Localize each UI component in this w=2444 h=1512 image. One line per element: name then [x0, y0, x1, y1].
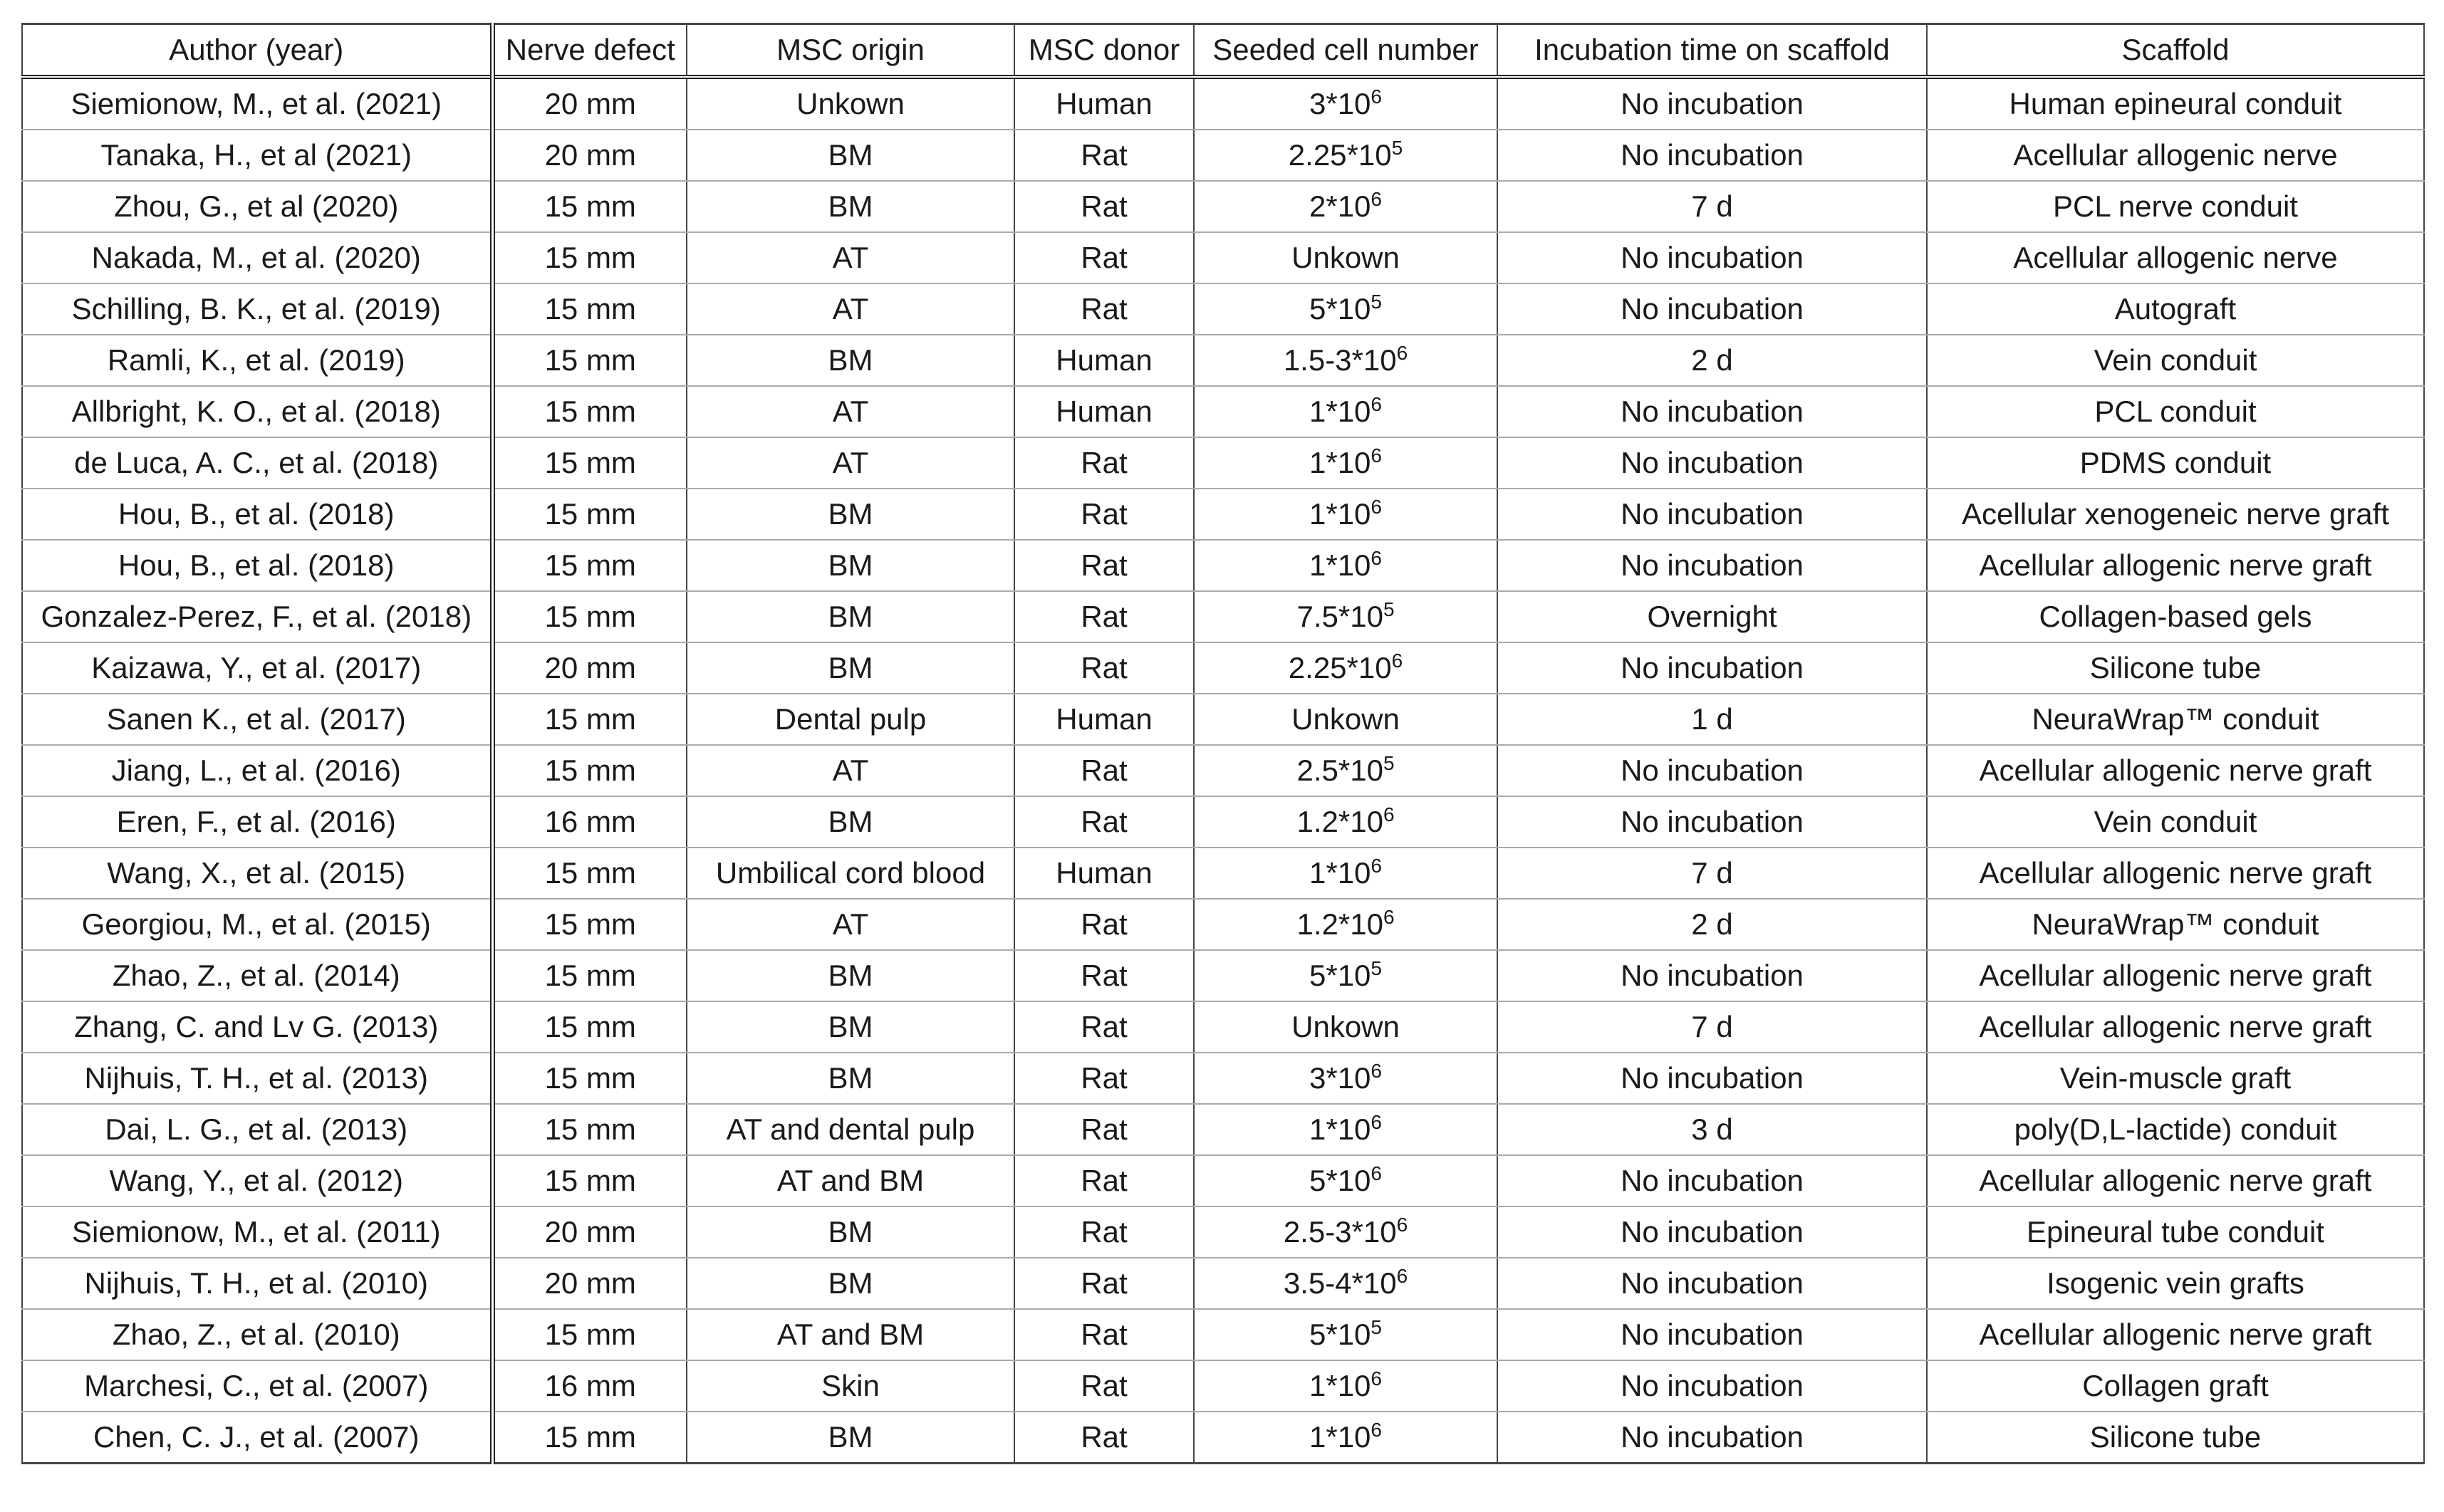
author-cell: Nakada, M., et al. (2020) [22, 232, 492, 283]
table-body [22, 77, 2424, 1464]
msc-origin-cell: AT [687, 232, 1014, 283]
scaffold-cell: Acellular allogenic nerve graft [1927, 1309, 2424, 1360]
nerve-defect-cell: 15 mm [492, 848, 687, 899]
cell-count-base: 1.2*10 [1296, 907, 1383, 941]
cell-count-base: 5*10 [1309, 1164, 1371, 1197]
msc-origin-cell: AT [687, 386, 1014, 437]
author-cell: Jiang, L., et al. (2016) [22, 745, 492, 796]
scaffold-cell: Acellular allogenic nerve graft [1927, 540, 2424, 591]
nerve-defect-cell: 15 mm [492, 591, 687, 642]
header-scaffold: Scaffold [1927, 24, 2424, 78]
cell-count-base: 5*10 [1309, 1318, 1371, 1351]
msc-origin-cell: Unkown [687, 77, 1014, 130]
cell-count-base: 5*10 [1309, 292, 1371, 325]
cell-count-exponent: 6 [1391, 650, 1403, 672]
header-seeded-cell-number: Seeded cell number [1194, 24, 1497, 78]
incubation-time-cell: 7 d [1497, 848, 1927, 899]
msc-donor-cell: Rat [1014, 1053, 1194, 1104]
nerve-defect-cell: 20 mm [492, 642, 687, 694]
cell-count-base: Unkown [1291, 702, 1400, 736]
author-cell: Wang, X., et al. (2015) [22, 848, 492, 899]
nerve-defect-cell: 20 mm [492, 1206, 687, 1258]
table-row [22, 1155, 2424, 1206]
msc-donor-cell: Rat [1014, 1412, 1194, 1464]
msc-origin-cell: BM [687, 642, 1014, 694]
cell-count-base: 5*10 [1309, 959, 1371, 992]
table-row [22, 591, 2424, 642]
header-row [22, 24, 2424, 78]
cell-count-exponent: 6 [1371, 855, 1382, 877]
incubation-time-cell: No incubation [1497, 745, 1927, 796]
author-cell: Zhao, Z., et al. (2010) [22, 1309, 492, 1360]
msc-origin-cell: BM [687, 1053, 1014, 1104]
seeded-cell-number-cell [1194, 848, 1497, 899]
msc-origin-cell: Skin [687, 1360, 1014, 1412]
table-row [22, 1412, 2424, 1464]
table-header [22, 24, 2424, 78]
author-cell: Hou, B., et al. (2018) [22, 489, 492, 540]
msc-donor-cell: Human [1014, 694, 1194, 745]
msc-origin-cell: Umbilical cord blood [687, 848, 1014, 899]
msc-donor-cell: Rat [1014, 437, 1194, 489]
nerve-defect-cell: 15 mm [492, 489, 687, 540]
msc-donor-cell: Rat [1014, 796, 1194, 848]
cell-count-exponent: 6 [1371, 1060, 1382, 1082]
scaffold-cell: Autograft [1927, 283, 2424, 335]
msc-donor-cell: Rat [1014, 283, 1194, 335]
seeded-cell-number-cell [1194, 591, 1497, 642]
seeded-cell-number-cell [1194, 642, 1497, 694]
cell-count-exponent: 6 [1371, 85, 1382, 108]
table-row [22, 232, 2424, 283]
msc-origin-cell: AT [687, 745, 1014, 796]
nerve-defect-cell: 15 mm [492, 1412, 687, 1464]
msc-origin-cell: Dental pulp [687, 694, 1014, 745]
cell-count-exponent: 5 [1371, 291, 1382, 313]
msc-origin-cell: AT and BM [687, 1309, 1014, 1360]
seeded-cell-number-cell [1194, 181, 1497, 232]
cell-count-exponent: 6 [1396, 1265, 1408, 1287]
table-row [22, 540, 2424, 591]
scaffold-cell: Silicone tube [1927, 1412, 2424, 1464]
msc-origin-cell: BM [687, 335, 1014, 386]
scaffold-cell: Vein-muscle graft [1927, 1053, 2424, 1104]
incubation-time-cell: 1 d [1497, 694, 1927, 745]
nerve-defect-cell: 16 mm [492, 796, 687, 848]
scaffold-cell: Acellular allogenic nerve graft [1927, 745, 2424, 796]
seeded-cell-number-cell [1194, 283, 1497, 335]
msc-donor-cell: Rat [1014, 745, 1194, 796]
cell-count-base: 3.5-4*10 [1283, 1266, 1397, 1300]
msc-origin-cell: BM [687, 1412, 1014, 1464]
cell-count-base: 1*10 [1309, 1112, 1371, 1146]
author-cell: Zhou, G., et al (2020) [22, 181, 492, 232]
scaffold-cell: Acellular allogenic nerve graft [1927, 848, 2424, 899]
author-cell: Zhao, Z., et al. (2014) [22, 950, 492, 1001]
scaffold-cell: Collagen-based gels [1927, 591, 2424, 642]
msc-donor-cell: Rat [1014, 1155, 1194, 1206]
incubation-time-cell: No incubation [1497, 386, 1927, 437]
scaffold-cell: Acellular allogenic nerve graft [1927, 950, 2424, 1001]
scaffold-cell: NeuraWrap™ conduit [1927, 899, 2424, 950]
nerve-defect-cell: 15 mm [492, 335, 687, 386]
scaffold-cell: Silicone tube [1927, 642, 2424, 694]
scaffold-cell: Vein conduit [1927, 335, 2424, 386]
incubation-time-cell: 3 d [1497, 1104, 1927, 1155]
msc-donor-cell: Rat [1014, 591, 1194, 642]
incubation-time-cell: No incubation [1497, 1412, 1927, 1464]
incubation-time-cell: No incubation [1497, 1155, 1927, 1206]
seeded-cell-number-cell [1194, 1104, 1497, 1155]
cell-count-base: 7.5*10 [1296, 600, 1383, 633]
msc-donor-cell: Rat [1014, 899, 1194, 950]
cell-count-exponent: 6 [1371, 547, 1382, 569]
header-msc-origin: MSC origin [687, 24, 1014, 78]
author-cell: Marchesi, C., et al. (2007) [22, 1360, 492, 1412]
incubation-time-cell: Overnight [1497, 591, 1927, 642]
msc-donor-cell: Rat [1014, 1258, 1194, 1309]
cell-count-base: 2.25*10 [1288, 651, 1392, 684]
seeded-cell-number-cell [1194, 540, 1497, 591]
table-row [22, 694, 2424, 745]
msc-donor-cell: Rat [1014, 1104, 1194, 1155]
author-cell: Hou, B., et al. (2018) [22, 540, 492, 591]
seeded-cell-number-cell [1194, 796, 1497, 848]
incubation-time-cell: 2 d [1497, 899, 1927, 950]
table-row [22, 181, 2424, 232]
nerve-defect-cell: 15 mm [492, 540, 687, 591]
incubation-time-cell: No incubation [1497, 489, 1927, 540]
msc-origin-cell: AT and BM [687, 1155, 1014, 1206]
author-cell: Sanen K., et al. (2017) [22, 694, 492, 745]
incubation-time-cell: No incubation [1497, 1206, 1927, 1258]
table-row [22, 1053, 2424, 1104]
nerve-defect-cell: 15 mm [492, 181, 687, 232]
author-cell: Dai, L. G., et al. (2013) [22, 1104, 492, 1155]
scaffold-cell: Vein conduit [1927, 796, 2424, 848]
seeded-cell-number-cell [1194, 1360, 1497, 1412]
table-row [22, 1206, 2424, 1258]
nerve-defect-cell: 15 mm [492, 232, 687, 283]
seeded-cell-number-cell [1194, 950, 1497, 1001]
incubation-time-cell: No incubation [1497, 1360, 1927, 1412]
cell-count-exponent: 6 [1383, 803, 1395, 825]
seeded-cell-number-cell [1194, 1309, 1497, 1360]
msc-origin-cell: AT [687, 437, 1014, 489]
msc-donor-cell: Rat [1014, 489, 1194, 540]
msc-origin-cell: BM [687, 130, 1014, 181]
scaffold-cell: NeuraWrap™ conduit [1927, 694, 2424, 745]
cell-count-base: 2.5-3*10 [1283, 1215, 1397, 1248]
msc-donor-cell: Rat [1014, 1206, 1194, 1258]
scaffold-cell: Human epineural conduit [1927, 77, 2424, 130]
nerve-defect-cell: 15 mm [492, 899, 687, 950]
cell-count-exponent: 5 [1391, 137, 1403, 159]
cell-count-exponent: 6 [1371, 496, 1382, 518]
msc-donor-cell: Human [1014, 335, 1194, 386]
seeded-cell-number-cell [1194, 694, 1497, 745]
nerve-defect-cell: 15 mm [492, 1155, 687, 1206]
nerve-defect-cell: 15 mm [492, 745, 687, 796]
nerve-defect-cell: 15 mm [492, 283, 687, 335]
msc-donor-cell: Rat [1014, 181, 1194, 232]
scaffold-cell: PDMS conduit [1927, 437, 2424, 489]
incubation-time-cell: No incubation [1497, 950, 1927, 1001]
cell-count-base: 2.5*10 [1296, 754, 1383, 787]
nerve-defect-cell: 15 mm [492, 1104, 687, 1155]
msc-donor-cell: Human [1014, 77, 1194, 130]
author-cell: de Luca, A. C., et al. (2018) [22, 437, 492, 489]
table-row [22, 1360, 2424, 1412]
author-cell: Georgiou, M., et al. (2015) [22, 899, 492, 950]
cell-count-exponent: 5 [1383, 752, 1395, 774]
cell-count-base: 1*10 [1309, 1369, 1371, 1402]
incubation-time-cell: No incubation [1497, 77, 1927, 130]
seeded-cell-number-cell [1194, 437, 1497, 489]
scaffold-cell: Epineural tube conduit [1927, 1206, 2424, 1258]
nerve-defect-cell: 20 mm [492, 1258, 687, 1309]
incubation-time-cell: No incubation [1497, 283, 1927, 335]
msc-donor-cell: Rat [1014, 232, 1194, 283]
seeded-cell-number-cell [1194, 1155, 1497, 1206]
msc-donor-cell: Rat [1014, 950, 1194, 1001]
table-row [22, 283, 2424, 335]
incubation-time-cell: No incubation [1497, 1258, 1927, 1309]
cell-count-exponent: 6 [1371, 393, 1382, 415]
msc-origin-cell: BM [687, 1206, 1014, 1258]
seeded-cell-number-cell [1194, 1412, 1497, 1464]
table-row [22, 796, 2424, 848]
nerve-defect-cell: 15 mm [492, 437, 687, 489]
table-row [22, 899, 2424, 950]
seeded-cell-number-cell [1194, 1001, 1497, 1053]
msc-origin-cell: BM [687, 181, 1014, 232]
incubation-time-cell: No incubation [1497, 130, 1927, 181]
cell-count-base: 2*10 [1309, 189, 1371, 223]
nerve-defect-cell: 15 mm [492, 694, 687, 745]
seeded-cell-number-cell [1194, 1206, 1497, 1258]
author-cell: Nijhuis, T. H., et al. (2010) [22, 1258, 492, 1309]
cell-count-exponent: 6 [1371, 444, 1382, 466]
cell-count-base: 1*10 [1309, 1420, 1371, 1454]
cell-count-exponent: 5 [1371, 957, 1382, 979]
incubation-time-cell: 7 d [1497, 1001, 1927, 1053]
msc-donor-cell: Human [1014, 386, 1194, 437]
scaffold-cell: Acellular allogenic nerve graft [1927, 1155, 2424, 1206]
cell-count-exponent: 6 [1371, 1162, 1382, 1184]
table-row [22, 745, 2424, 796]
nerve-defect-cell: 15 mm [492, 1001, 687, 1053]
scaffold-cell: Acellular allogenic nerve graft [1927, 1001, 2424, 1053]
nerve-defect-cell: 15 mm [492, 386, 687, 437]
author-cell: Wang, Y., et al. (2012) [22, 1155, 492, 1206]
msc-donor-cell: Rat [1014, 1309, 1194, 1360]
incubation-time-cell: 2 d [1497, 335, 1927, 386]
cell-count-exponent: 5 [1383, 598, 1395, 620]
cell-count-base: 1*10 [1309, 497, 1371, 531]
cell-count-base: 1*10 [1309, 548, 1371, 582]
table-row [22, 848, 2424, 899]
table-row [22, 1104, 2424, 1155]
table-row [22, 1309, 2424, 1360]
table-row [22, 1001, 2424, 1053]
incubation-time-cell: No incubation [1497, 1053, 1927, 1104]
author-cell: Siemionow, M., et al. (2021) [22, 77, 492, 130]
cell-count-exponent: 6 [1371, 1419, 1382, 1441]
seeded-cell-number-cell [1194, 899, 1497, 950]
table-row [22, 950, 2424, 1001]
incubation-time-cell: 7 d [1497, 181, 1927, 232]
seeded-cell-number-cell [1194, 489, 1497, 540]
nerve-defect-cell: 15 mm [492, 1053, 687, 1104]
header-nerve-defect: Nerve defect [492, 24, 687, 78]
msc-donor-cell: Rat [1014, 130, 1194, 181]
table-row [22, 77, 2424, 130]
seeded-cell-number-cell [1194, 232, 1497, 283]
scaffold-cell: Acellular allogenic nerve [1927, 130, 2424, 181]
msc-origin-cell: BM [687, 591, 1014, 642]
incubation-time-cell: No incubation [1497, 232, 1927, 283]
author-cell: Chen, C. J., et al. (2007) [22, 1412, 492, 1464]
msc-origin-cell: AT [687, 283, 1014, 335]
scaffold-cell: Acellular xenogeneic nerve graft [1927, 489, 2424, 540]
incubation-time-cell: No incubation [1497, 642, 1927, 694]
incubation-time-cell: No incubation [1497, 437, 1927, 489]
cell-count-base: 1*10 [1309, 395, 1371, 428]
msc-origin-cell: AT and dental pulp [687, 1104, 1014, 1155]
author-cell: Schilling, B. K., et al. (2019) [22, 283, 492, 335]
seeded-cell-number-cell [1194, 1258, 1497, 1309]
cell-count-base: 1*10 [1309, 446, 1371, 479]
msc-origin-cell: BM [687, 796, 1014, 848]
cell-count-exponent: 6 [1371, 1111, 1382, 1133]
table-row [22, 335, 2424, 386]
cell-count-exponent: 6 [1396, 342, 1408, 364]
table-row [22, 642, 2424, 694]
cell-count-exponent: 6 [1371, 188, 1382, 210]
author-cell: Ramli, K., et al. (2019) [22, 335, 492, 386]
msc-donor-cell: Rat [1014, 1360, 1194, 1412]
author-cell: Zhang, C. and Lv G. (2013) [22, 1001, 492, 1053]
scaffold-cell: Isogenic vein grafts [1927, 1258, 2424, 1309]
author-cell: Nijhuis, T. H., et al. (2013) [22, 1053, 492, 1104]
msc-studies-table [21, 23, 2425, 1464]
scaffold-cell: Collagen graft [1927, 1360, 2424, 1412]
header-author: Author (year) [22, 24, 492, 78]
msc-origin-cell: BM [687, 1258, 1014, 1309]
msc-donor-cell: Rat [1014, 540, 1194, 591]
cell-count-base: 3*10 [1309, 87, 1371, 120]
cell-count-exponent: 6 [1396, 1214, 1408, 1236]
scaffold-cell: PCL conduit [1927, 386, 2424, 437]
nerve-defect-cell: 15 mm [492, 1309, 687, 1360]
msc-donor-cell: Rat [1014, 642, 1194, 694]
seeded-cell-number-cell [1194, 1053, 1497, 1104]
msc-origin-cell: BM [687, 1001, 1014, 1053]
seeded-cell-number-cell [1194, 77, 1497, 130]
seeded-cell-number-cell [1194, 386, 1497, 437]
table-row [22, 1258, 2424, 1309]
author-cell: Eren, F., et al. (2016) [22, 796, 492, 848]
nerve-defect-cell: 20 mm [492, 130, 687, 181]
table-row [22, 489, 2424, 540]
msc-origin-cell: BM [687, 489, 1014, 540]
author-cell: Tanaka, H., et al (2021) [22, 130, 492, 181]
cell-count-base: Unkown [1291, 1010, 1400, 1043]
nerve-defect-cell: 16 mm [492, 1360, 687, 1412]
cell-count-base: 1.5-3*10 [1283, 343, 1397, 377]
author-cell: Kaizawa, Y., et al. (2017) [22, 642, 492, 694]
incubation-time-cell: No incubation [1497, 796, 1927, 848]
author-cell: Allbright, K. O., et al. (2018) [22, 386, 492, 437]
table-row [22, 437, 2424, 489]
incubation-time-cell: No incubation [1497, 540, 1927, 591]
header-incubation-time: Incubation time on scaffold [1497, 24, 1927, 78]
table-row [22, 386, 2424, 437]
cell-count-base: 1*10 [1309, 856, 1371, 890]
msc-origin-cell: BM [687, 540, 1014, 591]
cell-count-base: 1.2*10 [1296, 805, 1383, 838]
cell-count-base: 2.25*10 [1288, 138, 1392, 172]
author-cell: Gonzalez-Perez, F., et al. (2018) [22, 591, 492, 642]
msc-donor-cell: Human [1014, 848, 1194, 899]
scaffold-cell: Acellular allogenic nerve [1927, 232, 2424, 283]
seeded-cell-number-cell [1194, 745, 1497, 796]
seeded-cell-number-cell [1194, 130, 1497, 181]
header-msc-donor: MSC donor [1014, 24, 1194, 78]
msc-origin-cell: BM [687, 950, 1014, 1001]
msc-donor-cell: Rat [1014, 1001, 1194, 1053]
nerve-defect-cell: 15 mm [492, 950, 687, 1001]
cell-count-exponent: 6 [1383, 906, 1395, 928]
cell-count-base: 3*10 [1309, 1061, 1371, 1095]
cell-count-exponent: 5 [1371, 1316, 1382, 1338]
scaffold-cell: PCL nerve conduit [1927, 181, 2424, 232]
seeded-cell-number-cell [1194, 335, 1497, 386]
nerve-defect-cell: 20 mm [492, 77, 687, 130]
msc-origin-cell: AT [687, 899, 1014, 950]
author-cell: Siemionow, M., et al. (2011) [22, 1206, 492, 1258]
scaffold-cell: poly(D,L-lactide) conduit [1927, 1104, 2424, 1155]
cell-count-base: Unkown [1291, 241, 1400, 274]
cell-count-exponent: 6 [1371, 1367, 1382, 1390]
table-row [22, 130, 2424, 181]
incubation-time-cell: No incubation [1497, 1309, 1927, 1360]
